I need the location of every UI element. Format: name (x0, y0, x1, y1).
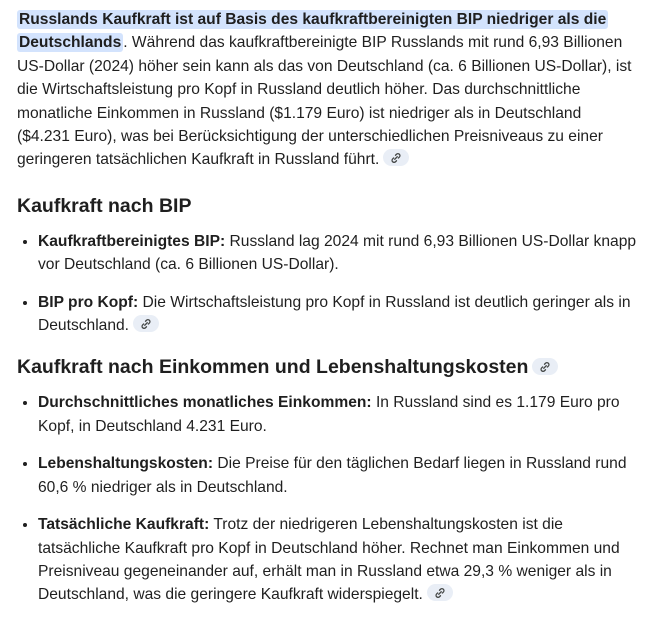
section-heading-text: Kaufkraft nach Einkommen und Lebenshaltungskosten (17, 356, 529, 379)
item-term: Durchschnittliches monatliches Einkommen: (38, 394, 372, 412)
source-link-chip[interactable] (532, 358, 558, 375)
intro-text: . Während das kaufkraftbereinigte BIP Russlands mit rund 6,93 Billionen US-Dollar (2024) höher sein kann als das von Deutschland (ca. 6 Billionen US-Dollar), ist die Wirtschaftsleistung pro Kopf in Russland deutlich höher. Das durchschnittliche monatliche Einkommen in Russland ($1.179 Euro) ist niedriger als in Deutschland ($4.231 Euro), was bei Berücksichtigung der unterschiedlichen Preisniveaus zu einer geringeren tatsächlichen Kaufkraft in Russland führt. (17, 34, 632, 169)
item-term: BIP pro Kopf: (38, 293, 139, 311)
item-text: Die Wirtschaftsleistung pro Kopf in Russland ist deutlich geringer als in Deutschland. (38, 293, 631, 335)
link-icon (140, 318, 152, 330)
bip-list (17, 230, 638, 338)
item-term: Kaufkraftbereinigtes BIP: (38, 232, 226, 250)
section-heading-bip: Kaufkraft nach BIP (17, 194, 192, 217)
list-item (38, 391, 638, 438)
list-item (38, 230, 638, 277)
item-text: Die Preise für den täglichen Bedarf liegen in Russland rund 60,6 % niedriger als in Deutschland. (38, 455, 627, 496)
item-text: Trotz der niedrigeren Lebenshaltungskosten ist die tatsächliche Kaufkraft pro Kopf in Deutschland höher. Rechnet man Einkommen und Preisniveau gegeneinander auf, erhält man in Russland etwa 29,3 % weniger als in Deutschland, was die geringere Kaufkraft widerspiegelt. (38, 516, 620, 604)
item-text: In Russland sind es 1.179 Euro pro Kopf, in Deutschland 4.231 Euro. (38, 394, 620, 435)
source-link-chip[interactable] (133, 315, 159, 332)
list-item (38, 513, 638, 607)
einkommen-list (17, 391, 638, 606)
intro-paragraph (17, 8, 638, 172)
item-text: Russland lag 2024 mit rund 6,93 Billionen US-Dollar knapp vor Deutschland (ca. 6 Billionen US-Dollar). (38, 232, 637, 274)
source-link-chip[interactable] (383, 149, 409, 166)
item-term: Lebenshaltungskosten: (38, 455, 214, 473)
list-item (38, 291, 638, 338)
intro-highlight: Russlands Kaufkraft ist auf Basis des kaufkraftbereinigten BIP niedriger als die Deutschlands (19, 11, 607, 52)
list-item (38, 452, 638, 499)
link-icon (434, 587, 446, 599)
item-term: Tatsächliche Kaufkraft: (38, 516, 210, 534)
link-icon (539, 361, 551, 373)
link-icon (390, 152, 402, 164)
section-heading-einkommen (17, 354, 638, 380)
source-link-chip[interactable] (427, 584, 453, 601)
